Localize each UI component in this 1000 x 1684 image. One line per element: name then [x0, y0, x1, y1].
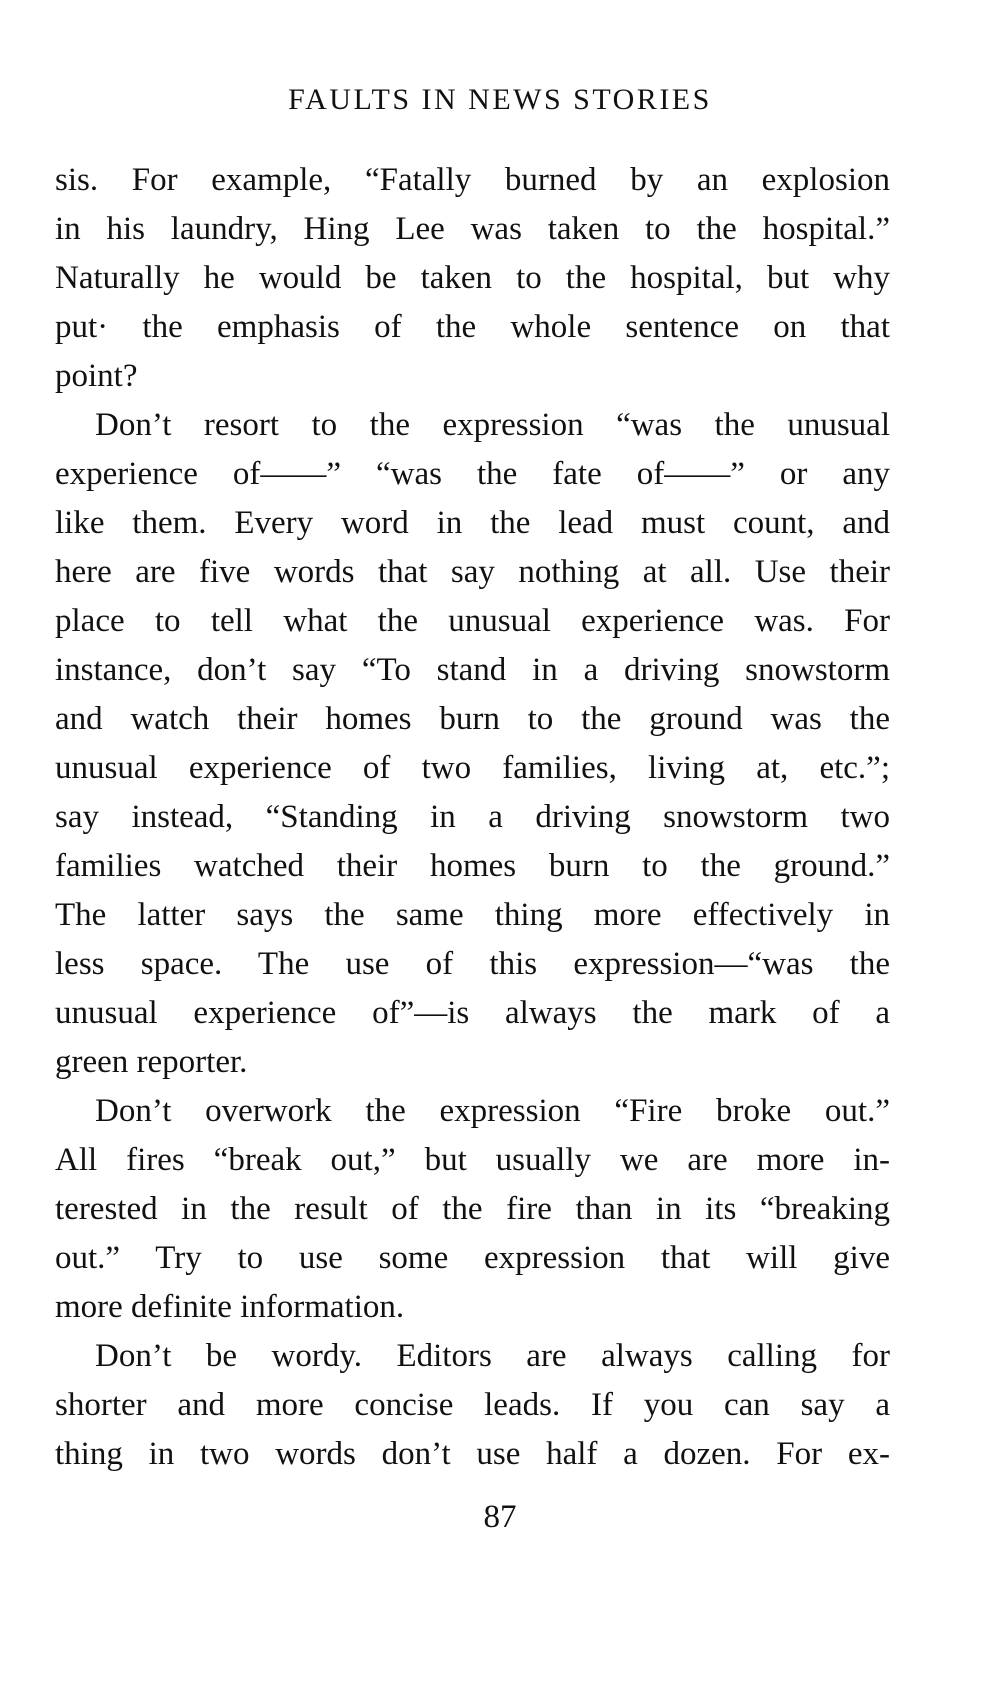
paragraph-start-line: Don’t be wordy. Editors are always calling for — [95, 1338, 890, 1374]
text-line: thing in two words don’t use half a dozen. For ex- — [55, 1436, 890, 1472]
text-line: put· the emphasis of the whole sentence on that — [55, 309, 890, 345]
text-line: place to tell what the unusual experience was. For — [55, 603, 890, 639]
text-line: green reporter. — [55, 1044, 248, 1080]
body-text — [55, 156, 890, 1479]
text-line: unusual experience of”—is always the mark of a — [55, 995, 890, 1031]
text-line: in his laundry, Hing Lee was taken to the hospital.” — [55, 211, 890, 247]
text-line: instance, don’t say “To stand in a driving snowstorm — [55, 652, 890, 688]
text-line: say instead, “Standing in a driving snowstorm two — [55, 799, 890, 835]
text-line: Naturally he would be taken to the hospital, but why — [55, 260, 890, 296]
paragraph-start-line: Don’t overwork the expression “Fire broke out.” — [95, 1093, 890, 1129]
running-head: FAULTS IN NEWS STORIES — [288, 83, 712, 116]
text-line: experience of——” “was the fate of——” or any — [55, 456, 890, 492]
text-line: terested in the result of the fire than in its “breaking — [55, 1191, 890, 1227]
text-line: All fires “break out,” but usually we are more in- — [55, 1142, 890, 1178]
text-line: out.” Try to use some expression that will give — [55, 1240, 890, 1276]
text-line: less space. The use of this expression—“was the — [55, 946, 890, 982]
text-line: point? — [55, 358, 138, 394]
text-line: families watched their homes burn to the ground.” — [55, 848, 890, 884]
page-number: 87 — [483, 1499, 517, 1535]
text-line: sis. For example, “Fatally burned by an explosion — [55, 162, 890, 198]
text-line: here are five words that say nothing at all. Use their — [55, 554, 890, 590]
text-line: The latter says the same thing more effectively in — [55, 897, 890, 933]
paragraph-start-line: Don’t resort to the expression “was the unusual — [95, 407, 890, 443]
text-line: like them. Every word in the lead must count, and — [55, 505, 890, 541]
text-line: more definite information. — [55, 1289, 405, 1325]
text-line: shorter and more concise leads. If you can say a — [55, 1387, 890, 1423]
text-line: and watch their homes burn to the ground was the — [55, 701, 890, 737]
text-line: unusual experience of two families, living at, etc.”; — [55, 750, 890, 786]
